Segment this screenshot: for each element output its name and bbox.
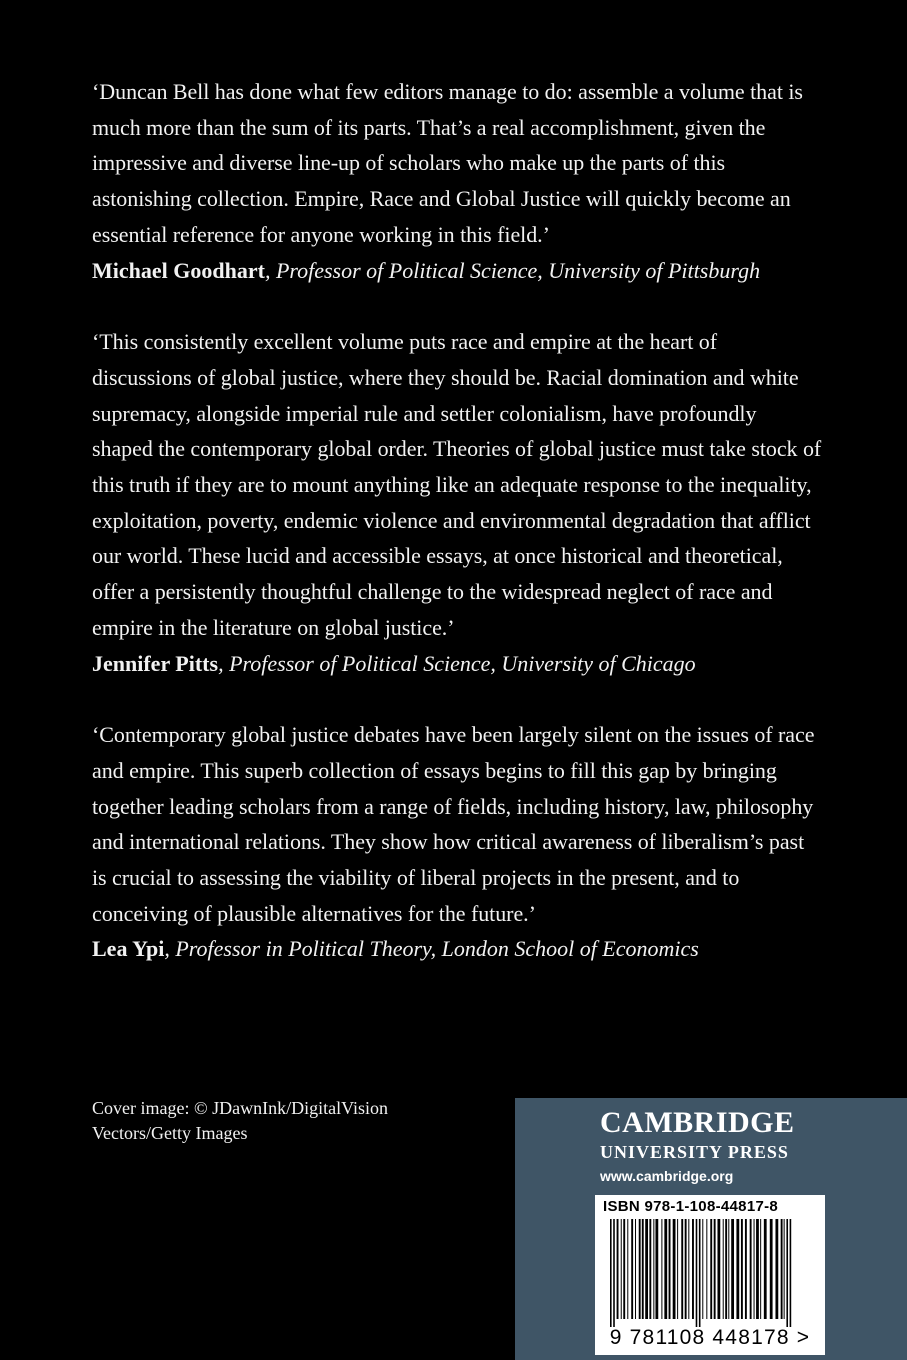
- blurb-author-role: , Professor in Political Theory, London School of Economics: [164, 936, 699, 962]
- blurb-text: ‘Contemporary global justice debates have been largely silent on the issues of race and empire. This superb collection of essays begins to fill this gap by bringing together leading scholars from a range of fields, including history, law, philosophy and international relations. They show how critical awareness of liberalism’s past is crucial to assessing the viability of liberal projects in the present, and to conceiving of plausible alternatives for the future.’: [92, 722, 815, 926]
- cover-image-credit: Cover image: © JDawnInk/DigitalVision Vectors/Getty Images: [92, 1098, 389, 1143]
- blurb-author: Jennifer Pitts: [92, 650, 219, 676]
- publisher-panel: [515, 1098, 907, 1360]
- blurb-ypi: [92, 717, 822, 967]
- isbn-label: ISBN 978-1-108-44817-8: [603, 1198, 779, 1215]
- barcode-icon: [600, 1219, 820, 1327]
- blurb-attribution: [92, 253, 822, 289]
- barcode-box: [595, 1195, 825, 1355]
- barcode-digits: 9 781108 448178 >: [609, 1326, 811, 1349]
- blurbs-section: [92, 74, 822, 1003]
- blurb-author: Lea Ypi: [92, 936, 165, 962]
- publisher-subname: UNIVERSITY PRESS: [600, 1142, 789, 1162]
- publisher-url: www.cambridge.org: [600, 1168, 734, 1184]
- blurb-pitts: [92, 324, 822, 681]
- blurb-attribution: [92, 646, 822, 682]
- blurb-author: Michael Goodhart: [92, 257, 265, 283]
- blurb-author-role: , Professor of Political Science, University of Chicago: [218, 650, 696, 676]
- blurb-attribution: [92, 931, 822, 967]
- blurb-text: ‘Duncan Bell has done what few editors manage to do: assemble a volume that is much more than the sum of its parts. That’s a real accomplishment, given the impressive and diverse line-up of scholars who make up the parts of this astonishing collection. Empire, Race and Global Justice will quickly become an essential reference for anyone working in this field.’: [92, 79, 803, 247]
- blurb-text: ‘This consistently excellent volume puts race and empire at the heart of discussions of global justice, where they should be. Racial domination and white supremacy, alongside imperial rule and settler colonialism, have profoundly shaped the contemporary global order. Theories of global justice must take stock of this truth if they are to mount anything like an adequate response to the inequality, exploitation, poverty, endemic violence and environmental degradation that afflict our world. These lucid and accessible essays, at once historical and theoretical, offer a persistently thoughtful challenge to the widespread neglect of race and empire in the literature on global justice.’: [92, 329, 822, 640]
- blurb-goodhart: [92, 74, 822, 288]
- blurb-author-role: , Professor of Political Science, University of Pittsburgh: [264, 257, 761, 283]
- publisher-name: CAMBRIDGE: [600, 1106, 795, 1139]
